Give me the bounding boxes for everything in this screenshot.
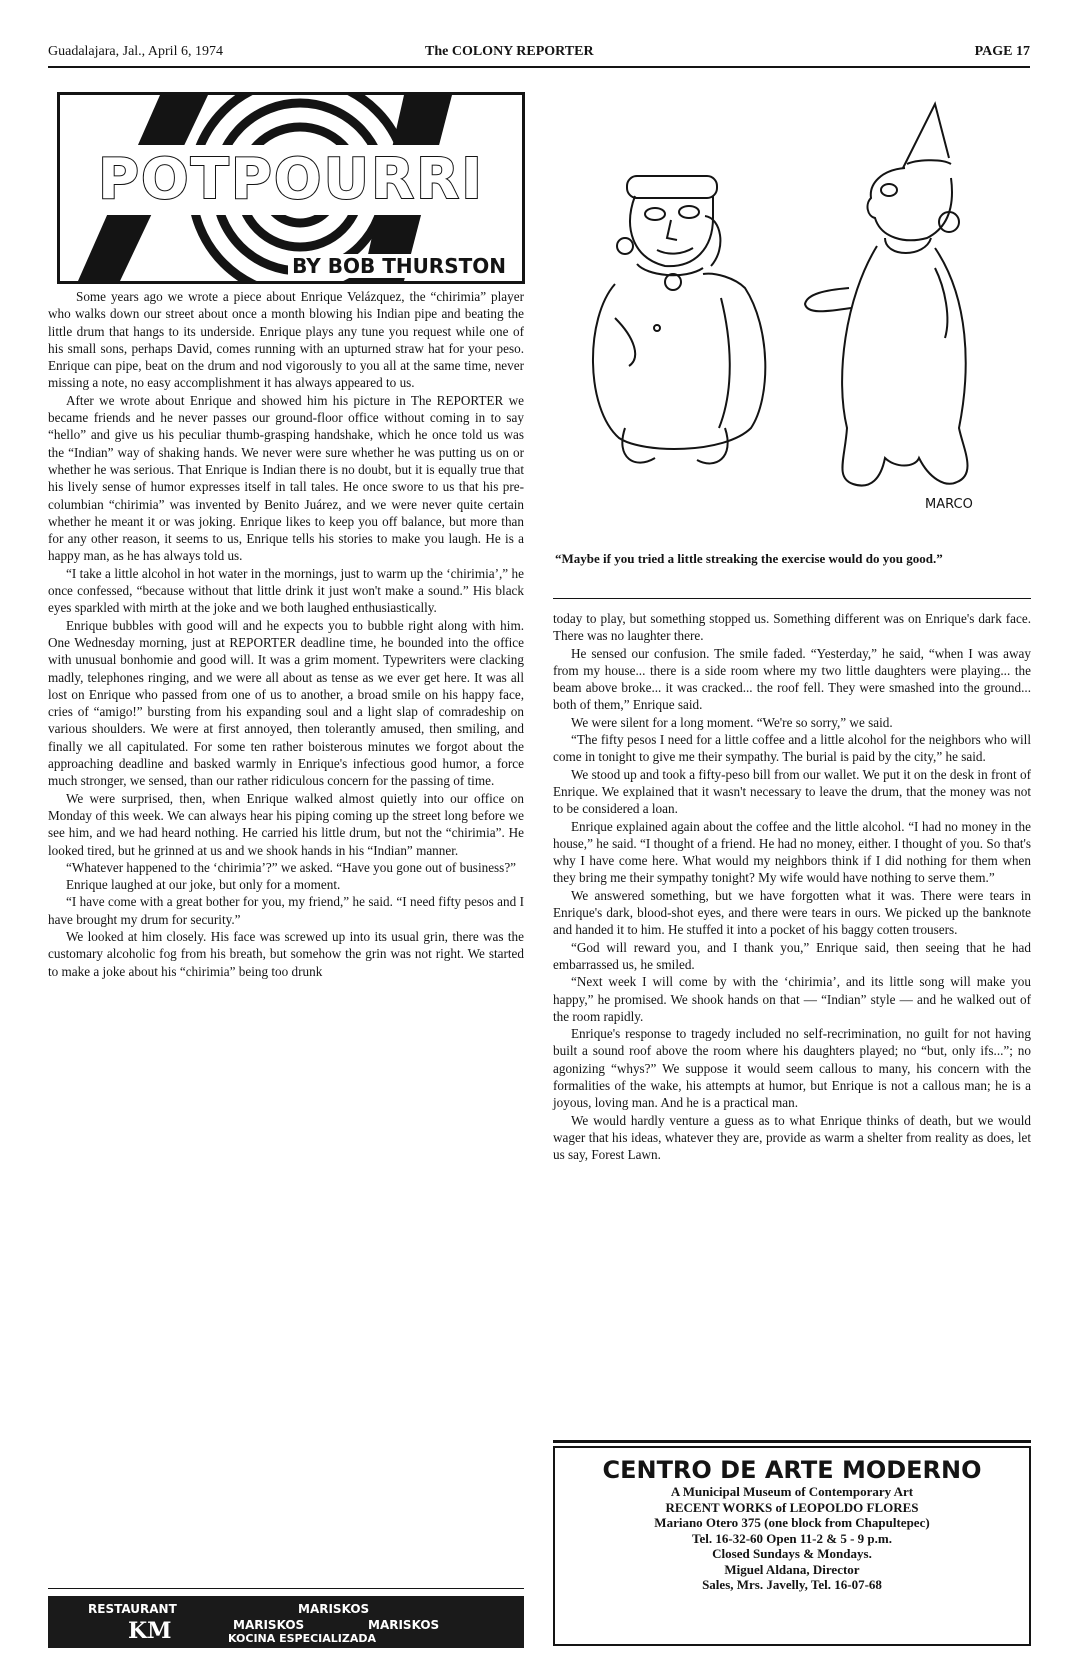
restaurant-label: RESTAURANT bbox=[88, 1602, 177, 1616]
paragraph: “I have come with a great bother for you, my friend,” he said. “I need fifty pesos and I have brought my drum for security.” bbox=[48, 894, 524, 927]
paragraph: “The fifty pesos I need for a little coffee and a little alcohol for the neighbors who will come in tonight to give me their sympathy. The burial is paid by the city,” he said. bbox=[553, 732, 1031, 765]
paragraph: Enrique laughed at our joke, but only for a moment. bbox=[66, 877, 341, 893]
paragraph: today to play, but something stopped us. Something different was on Enrique's dark face. There was no laughter there. bbox=[553, 611, 1031, 644]
mariskos-label: MARISKOS bbox=[233, 1618, 305, 1632]
paragraph: “Next week I will come by with the ‘chirimia’, and its little song will make you happy,” he promised. We shook hands on that — “Indian” style — and he walked out of the room rapidly. bbox=[553, 974, 1031, 1024]
dateline: Guadalajara, Jal., April 6, 1974 bbox=[48, 44, 223, 59]
article-right-column bbox=[553, 610, 1031, 1164]
paragraph: We would hardly venture a guess as to what Enrique thinks of death, but we would wager that his ideas, whatever they are, provide as warm a shelter from reality as does, let us say, Forest Lawn. bbox=[553, 1112, 1031, 1163]
paragraph: We answered something, but we have forgotten what it was. There were tears in Enrique's dark, blood-shot eyes, and there were tears in ours. We picked up the banknote and handed it to him. He stuffed it into a pocket of his baggy cotten trousers. bbox=[553, 887, 1031, 938]
cartoon-caption: “Maybe if you tried a little streaking the exercise would do you good.” bbox=[555, 551, 943, 566]
mariskos-label: MARISKOS bbox=[368, 1618, 440, 1632]
paragraph: Enrique's response to tragedy included no self-recrimination, no guilt for not having built a sound roof above the room where his daughters played; no “but, only ifs...”; no agonizing “whys?” We suppose it would seem callous to many, his concern with the formalities of the wake, his attempts at humor, but Enrique is not a callous man; he is a joyous, loving man. And he is a practical man. bbox=[553, 1026, 1031, 1111]
paragraph: “God will reward you, and I thank you,” Enrique said, then seeing that he had embarrassed us, he smiled. bbox=[553, 939, 1031, 972]
museum-line: Mariano Otero 375 (one block from Chapultepec) bbox=[654, 1515, 930, 1530]
paragraph: We stood up and took a fifty-peso bill from our wallet. We put it on the desk in front of Enrique. We explained that it wasn't necessary to leave the drum, that the money was not to be considered a loan. bbox=[553, 766, 1031, 817]
museum-advertisement bbox=[553, 1446, 1031, 1646]
caption-rule bbox=[553, 598, 1031, 599]
paper-name: The COLONY REPORTER bbox=[425, 44, 594, 59]
cartoon-signature: MARCO bbox=[925, 497, 973, 512]
paragraph: Enrique bubbles with good will and he expects you to bubble right along with him. One Wednesday morning, just at REPORTER deadline time, he bounded into the office with unusual bonhomie and good will. It was a grim moment. Typewriters were clacking madly, telephones ringing, and we were all about as tense as we ever get here. It was all lost on Enrique who passed from one of us to another, a broad smile on his happy face, cries of “amigo!” bursting from his expanding soul and a light slap of comradeship on various shoulders. We were at first annoyed, then tolerantly amused, then smiling, and finally we all capitulated. For some ten rather boisterous minutes we forgot about the approaching deadline and basked warmly in Enrique's infectious good humor, a force much stronger, we sensed, than our rather ridiculous concern for the passing of time. bbox=[48, 617, 524, 789]
paragraph: We were surprised, then, when Enrique walked almost quietly into our office on Monday of this week. We can always hear his piping coming up the street long before we see him, and we had heard nothing. He carried his little drum, but not the “chirimia”. He looked tired, but he grinned at us and we shook hands in his “Indian” manner. bbox=[48, 790, 524, 858]
kocina-label: KOCINA ESPECIALIZADA bbox=[228, 1632, 377, 1645]
ad-top-rule bbox=[553, 1440, 1031, 1443]
left-bottom-rule bbox=[48, 1588, 524, 1589]
header-rule bbox=[48, 66, 1030, 68]
paragraph: “I take a little alcohol in hot water in the mornings, just to warm up the ‘chirimia’,” he once confessed, “because without that little drink it just won't make a sound.” His black eyes sparkled with mirth at the joke and we both laughed enthusiastically. bbox=[48, 565, 524, 616]
page-number: PAGE 17 bbox=[974, 44, 1030, 59]
paragraph: After we wrote about Enrique and showed him his picture in The REPORTER we became friends and he never passes our ground-floor office without coming in to say “hello” and give us his peculiar thumb-grasping handshake, which he once told us was the “Indian” way of shaking hands. We never were sure whether he was putting us on or whether he was serious. That Enrique is Indian there is no doubt, but it is equally true that his lively sense of humor expresses itself in tall tales. He once swore to us that his pre-columbian “chirimia” was invented by Benito Juárez, and we were never quite certain whether he meant it or was joking. Enrique likes to keep you off balance, but more than for any other reason, it seems to us, Enrique tells his stories to make you laugh. He is a happy man, as he has always told us. bbox=[48, 392, 524, 564]
museum-line: RECENT WORKS of LEOPOLDO FLORES bbox=[665, 1499, 919, 1515]
paragraph: We were silent for a long moment. “We're so sorry,” we said. bbox=[571, 714, 893, 730]
restaurant-logo: KM bbox=[128, 1618, 172, 1644]
paragraph: “Whatever happened to the ‘chirimia’?” we asked. “Have you gone out of business?” bbox=[66, 859, 517, 875]
museum-line: A Municipal Museum of Contemporary Art bbox=[670, 1484, 914, 1499]
museum-line: Miguel Aldana, Director bbox=[724, 1561, 860, 1577]
cartoon-illustration bbox=[585, 98, 1025, 538]
museum-line: Sales, Mrs. Javelly, Tel. 16-07-68 bbox=[702, 1577, 882, 1592]
paragraph: Enrique explained again about the coffee and the little alcohol. “I had no money in the house,” he said. “I thought of a friend. He had no money, either. I thought of you. So that's why I have come here. What would my neighbors think if I did nothing for them when they bring me their sympathy tonight? My wife would have nothing to serve them.” bbox=[553, 818, 1031, 886]
museum-line: Tel. 16-32-60 Open 11-2 & 5 - 9 p.m. bbox=[692, 1530, 892, 1546]
restaurant-advertisement bbox=[48, 1596, 524, 1648]
potpourri-banner bbox=[57, 92, 525, 284]
paragraph: He sensed our confusion. The smile faded. “Yesterday,” he said, “when I was away from my house... there is a side room where my two little daughters were playing... the beam above broke... it was cracked... the roof fell. They were smashed into the ground... both of them,” Enrique said. bbox=[553, 645, 1031, 713]
mariskos-label: MARISKOS bbox=[298, 1602, 370, 1616]
museum-title: CENTRO DE ARTE MODERNO bbox=[602, 1456, 982, 1484]
banner-title: POTPOURRI bbox=[97, 147, 485, 212]
paragraph: We looked at him closely. His face was screwed up into its usual grin, there was the customary alcoholic fog from his breath, but somehow the grin was not right. We started to make a joke about his “chirimia” being too drunk bbox=[48, 928, 524, 979]
article-left-column bbox=[48, 288, 524, 980]
museum-line: Closed Sundays & Mondays. bbox=[712, 1546, 872, 1561]
byline: BY BOB THURSTON bbox=[288, 254, 510, 278]
paragraph: Some years ago we wrote a piece about Enrique Velázquez, the “chirimia” player who walks down our street about once a month blowing his Indian pipe and beating the little drum that hangs to its underside. Enrique plays any tune you request while one of his small sons, perhaps David, comes running with an upturned straw hat for your peso. Enrique can pipe, beat on the drum and nod vigorously to you all at the same time, never missing a note, no easy accomplishment it has always appeared to us. bbox=[48, 289, 524, 391]
